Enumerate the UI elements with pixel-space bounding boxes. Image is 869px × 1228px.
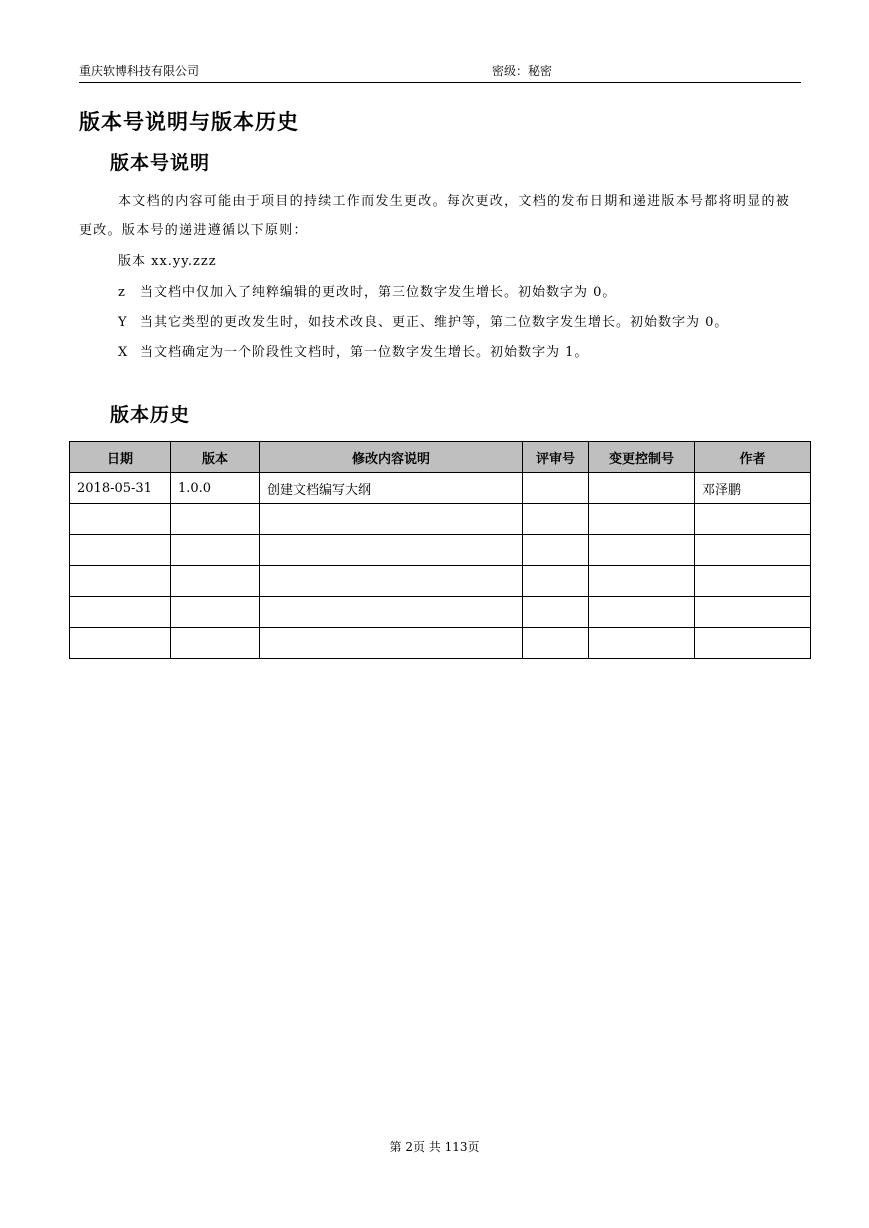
- table-cell: [171, 566, 260, 597]
- table-cell: [171, 597, 260, 628]
- table-row: [70, 566, 811, 597]
- table-cell: [695, 566, 811, 597]
- table-cell: [70, 628, 171, 659]
- table-row: [70, 535, 811, 566]
- table-cell: [523, 473, 589, 504]
- table-cell: [589, 473, 695, 504]
- history-heading: 版本历史: [110, 404, 191, 426]
- table-cell: 邓泽鹏: [695, 473, 811, 504]
- col-header-review-no: 评审号: [523, 442, 589, 473]
- table-cell: [171, 628, 260, 659]
- table-cell: [70, 566, 171, 597]
- page-footer: 第 2页 共 113页: [389, 1140, 480, 1154]
- col-header-date: 日期: [70, 442, 171, 473]
- table-cell: [589, 566, 695, 597]
- table-cell: [70, 504, 171, 535]
- table-cell: 1.0.0: [171, 473, 260, 504]
- table-cell: [260, 566, 523, 597]
- page-header: [79, 62, 801, 83]
- table-header-row: [70, 442, 811, 473]
- rule-key: Y: [118, 315, 128, 330]
- table-cell: [695, 597, 811, 628]
- table-cell: [260, 504, 523, 535]
- table-cell: 创建文档编写大纲: [260, 473, 523, 504]
- table-cell: [589, 535, 695, 566]
- rule-z: [118, 281, 616, 300]
- table-cell: [260, 597, 523, 628]
- version-history-table: [69, 441, 811, 659]
- company-name: 重庆软博科技有限公司: [79, 64, 200, 78]
- col-header-author: 作者: [695, 442, 811, 473]
- rule-y: [118, 311, 728, 330]
- table-cell: [70, 535, 171, 566]
- table-cell: [523, 597, 589, 628]
- table-cell: [589, 628, 695, 659]
- secrecy-level: 密级：秘密: [492, 64, 553, 78]
- table-cell: [523, 628, 589, 659]
- page-title: 版本号说明与版本历史: [79, 109, 299, 134]
- rule-text: 当文档确定为一个阶段性文档时，第一位数字发生增长。初始数字为 1。: [140, 345, 589, 360]
- table-cell: [171, 535, 260, 566]
- rule-key: X: [118, 345, 129, 360]
- table-cell: [260, 535, 523, 566]
- table-cell: [171, 504, 260, 535]
- table-cell: [523, 566, 589, 597]
- table-row: [70, 473, 811, 504]
- version-format: 版本 xx.yy.zzz: [118, 254, 217, 269]
- rule-x: [118, 341, 588, 360]
- table-row: [70, 628, 811, 659]
- version-heading: 版本号说明: [110, 152, 211, 174]
- version-intro: 本文档的内容可能由于项目的持续工作而发生更改。每次更改，文档的发布日期和递进版本号都将明显的被更改。版本号的递进遵循以下原则：: [79, 194, 791, 238]
- table-cell: [260, 628, 523, 659]
- col-header-version: 版本: [171, 442, 260, 473]
- col-header-change-control-no: 变更控制号: [589, 442, 695, 473]
- table-cell: [523, 504, 589, 535]
- table-row: [70, 504, 811, 535]
- rule-text: 当文档中仅加入了纯粹编辑的更改时，第三位数字发生增长。初始数字为 0。: [140, 285, 617, 300]
- table-cell: [523, 535, 589, 566]
- table-cell: [695, 628, 811, 659]
- table-cell: [589, 504, 695, 535]
- col-header-description: 修改内容说明: [260, 442, 523, 473]
- table-cell: [70, 597, 171, 628]
- table-cell: [695, 535, 811, 566]
- table-cell: 2018-05-31: [70, 473, 171, 504]
- table-cell: [695, 504, 811, 535]
- rule-text: 当其它类型的更改发生时，如技术改良、更正、维护等，第二位数字发生增长。初始数字为 0。: [140, 315, 729, 330]
- table-cell: [589, 597, 695, 628]
- table-row: [70, 597, 811, 628]
- rule-key: z: [118, 285, 126, 300]
